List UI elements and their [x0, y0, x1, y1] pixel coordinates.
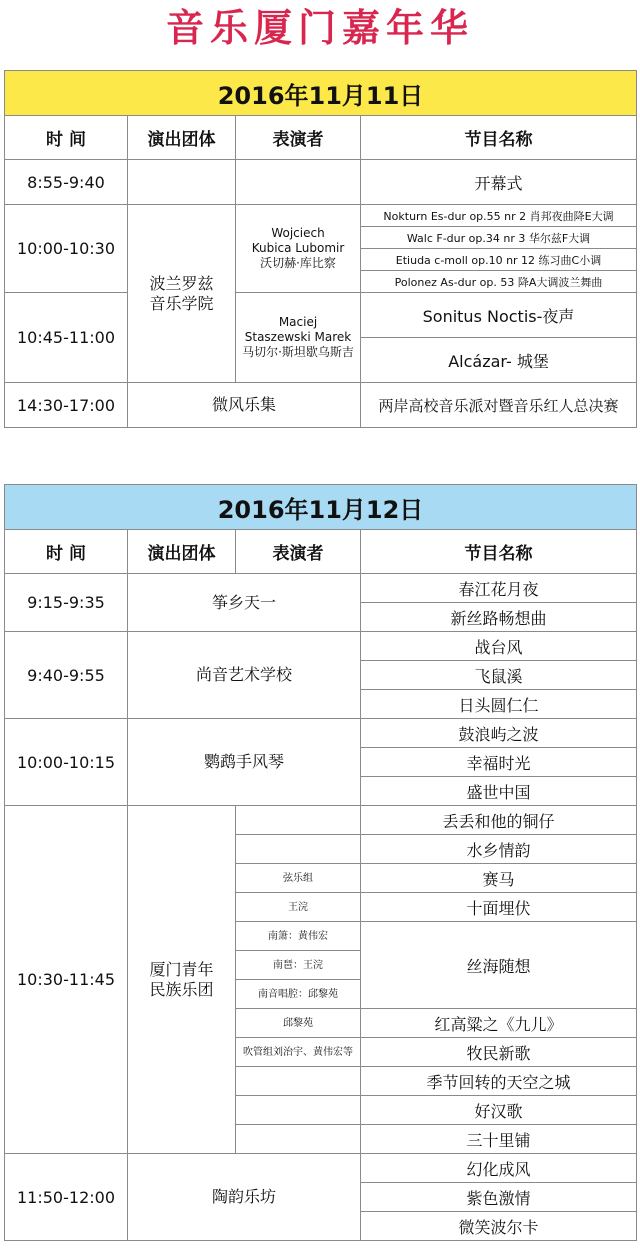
header-group: 演出团体 — [128, 116, 236, 160]
time-cell: 11:50-12:00 — [5, 1154, 128, 1241]
performer-cell: 南音唱腔：邱黎苑 — [236, 980, 361, 1009]
performer-cell — [236, 1096, 361, 1125]
time-cell: 9:15-9:35 — [5, 574, 128, 632]
group-line: 音乐学院 — [149, 293, 214, 313]
group-cell — [128, 160, 236, 205]
performer-line: 马切尔·斯坦歇乌斯吉 — [242, 345, 354, 359]
time-cell: 14:30-17:00 — [5, 383, 128, 428]
time-cell: 9:40-9:55 — [5, 632, 128, 719]
performer-line: Maciej — [278, 315, 318, 329]
program-cell: 鼓浪屿之波 — [361, 719, 637, 748]
schedule-table-day2 — [4, 484, 637, 1241]
program-cell: 飞鼠溪 — [361, 661, 637, 690]
program-cell: 新丝路畅想曲 — [361, 603, 637, 632]
program-cell: Etiuda c-moll op.10 nr 12 练习曲C小调 — [361, 249, 637, 271]
performer-line: Wojciech — [271, 226, 325, 240]
program-cell: 牧民新歌 — [361, 1038, 637, 1067]
group-line: 波兰罗兹 — [149, 273, 214, 293]
performer-line: 沃切赫·库比察 — [260, 256, 336, 270]
program-cell: 红高粱之《九儿》 — [361, 1009, 637, 1038]
performer-cell — [236, 806, 361, 835]
group-cell: 鹦鹉手风琴 — [128, 719, 361, 806]
program-cell: Nokturn Es-dur op.55 nr 2 肖邦夜曲降E大调 — [361, 205, 637, 227]
program-cell: 赛马 — [361, 864, 637, 893]
header-program: 节目名称 — [361, 530, 637, 574]
performer-cell: 南琶：王浣 — [236, 951, 361, 980]
performer-cell — [236, 293, 361, 383]
program-cell: 水乡情韵 — [361, 835, 637, 864]
header-performer: 表演者 — [236, 116, 361, 160]
program-cell: 幻化成风 — [361, 1154, 637, 1183]
program-cell: 战台风 — [361, 632, 637, 661]
performer-cell — [236, 835, 361, 864]
page-title: 音乐厦门嘉年华 — [165, 6, 474, 50]
program-cell: 紫色激情 — [361, 1183, 637, 1212]
performer-line: Staszewski Marek — [244, 330, 352, 344]
performer-cell: 南箫：黄伟宏 — [236, 922, 361, 951]
time-cell: 10:00-10:15 — [5, 719, 128, 806]
performer-cell — [236, 205, 361, 293]
date-heading: 2016年11月12日 — [5, 485, 637, 530]
header-program: 节目名称 — [361, 116, 637, 160]
date-heading: 2016年11月11日 — [5, 71, 637, 116]
program-cell: 春江花月夜 — [361, 574, 637, 603]
performer-cell: 弦乐组 — [236, 864, 361, 893]
time-cell: 10:00-10:30 — [5, 205, 128, 293]
group-cell: 微风乐集 — [128, 383, 361, 428]
group-cell: 尚音艺术学校 — [128, 632, 361, 719]
time-cell: 10:45-11:00 — [5, 293, 128, 383]
performer-cell — [236, 160, 361, 205]
group-cell — [128, 806, 236, 1154]
program-cell: 盛世中国 — [361, 777, 637, 806]
performer-cell — [236, 1067, 361, 1096]
performer-cell: 王浣 — [236, 893, 361, 922]
group-cell: 陶韵乐坊 — [128, 1154, 361, 1241]
performer-line: Kubica Lubomir — [251, 241, 345, 255]
program-cell: 微笑波尔卡 — [361, 1212, 637, 1241]
program-cell: 日头圆仁仁 — [361, 690, 637, 719]
program-cell: 十面埋伏 — [361, 893, 637, 922]
header-time: 时 间 — [5, 116, 128, 160]
program-cell: Walc F-dur op.34 nr 3 华尔兹F大调 — [361, 227, 637, 249]
group-line: 厦门青年 — [149, 959, 214, 979]
program-cell: 两岸高校音乐派对暨音乐红人总决赛 — [361, 383, 637, 428]
program-cell: 好汉歌 — [361, 1096, 637, 1125]
header-performer: 表演者 — [236, 530, 361, 574]
program-cell: 幸福时光 — [361, 748, 637, 777]
program-cell: Alcázar- 城堡 — [361, 338, 637, 383]
time-cell: 8:55-9:40 — [5, 160, 128, 205]
program-cell: 丢丢和他的铜仔 — [361, 806, 637, 835]
performer-cell: 吹管组刘治宇、黄伟宏等 — [236, 1038, 361, 1067]
header-time: 时 间 — [5, 530, 128, 574]
time-cell: 10:30-11:45 — [5, 806, 128, 1154]
program-cell: 三十里铺 — [361, 1125, 637, 1154]
performer-cell: 邱黎苑 — [236, 1009, 361, 1038]
program-cell: 季节回转的天空之城 — [361, 1067, 637, 1096]
program-cell: Polonez As-dur op. 53 降A大调波兰舞曲 — [361, 271, 637, 293]
group-line: 民族乐团 — [149, 979, 214, 999]
performer-cell — [236, 1125, 361, 1154]
program-cell: 丝海随想 — [361, 922, 637, 1009]
group-cell — [128, 205, 236, 383]
program-cell: 开幕式 — [361, 160, 637, 205]
group-cell: 筝乡天一 — [128, 574, 361, 632]
program-cell: Sonitus Noctis-夜声 — [361, 293, 637, 338]
schedule-table-day1 — [4, 70, 637, 428]
header-group: 演出团体 — [128, 530, 236, 574]
